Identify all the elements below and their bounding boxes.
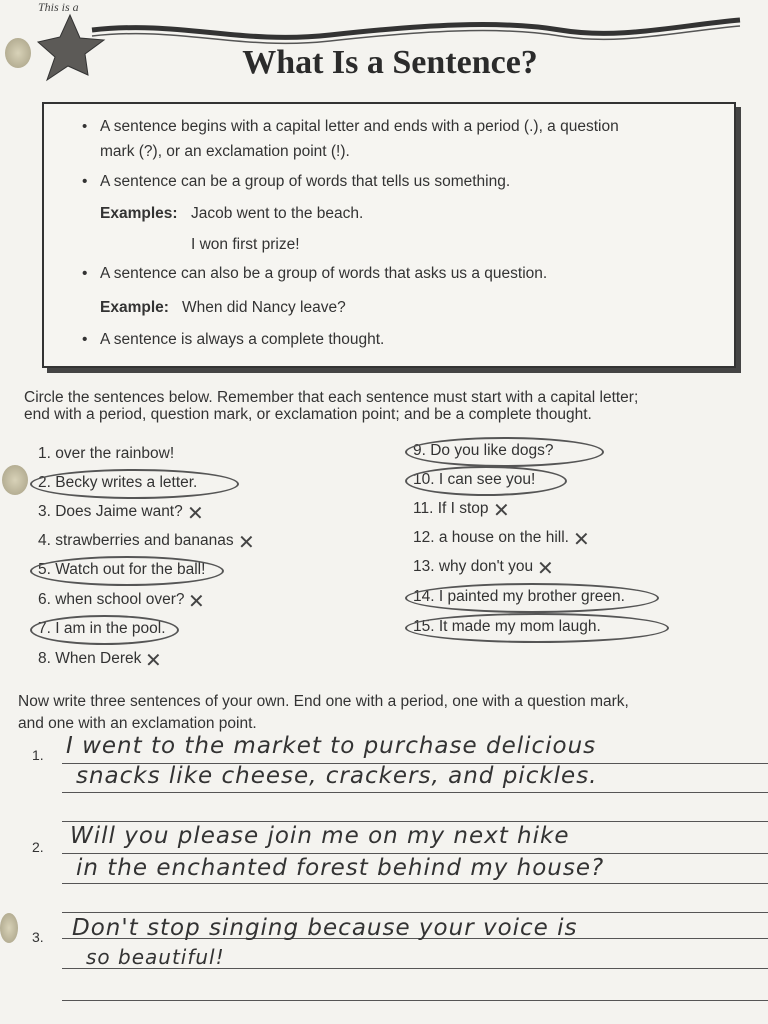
- sentence-item[interactable]: 8. When Derek: [38, 650, 142, 667]
- part2-instructions: Now write three sentences of your own. End one with a period, one with a question mark,: [18, 693, 629, 710]
- rule-text: mark (?), or an exclamation point (!).: [100, 143, 350, 160]
- writing-line: [62, 792, 768, 793]
- rules-box: • A sentence begins with a capital letter and ends with a period (.), a question mark (?), or an exclamation point (!). • A sentence can be a group of words that tells us something. Examples: Jacob went to the beach. I won first prize! • A sentence can also be a group of words that asks us a question. Example: When did Nancy leave? • A sentence is always a complete thought.: [42, 102, 736, 368]
- sentence-item[interactable]: 13. why don't you: [413, 558, 534, 575]
- pencil-circle: [405, 613, 669, 643]
- answer-number: 2.: [32, 839, 44, 855]
- rule-text: A sentence can be a group of words that tells us something.: [100, 173, 511, 190]
- writing-line: [62, 853, 768, 854]
- sentence-item[interactable]: 10. I can see you!: [413, 471, 536, 488]
- example-text: I won first prize!: [191, 236, 300, 253]
- sentence-item[interactable]: 6. when school over?: [38, 591, 185, 608]
- sentence-item[interactable]: 3. Does Jaime want?: [38, 503, 183, 520]
- example-text: Jacob went to the beach.: [191, 205, 364, 222]
- sentence-item[interactable]: 12. a house on the hill.: [413, 529, 569, 546]
- cross-mark-icon: ✕: [573, 529, 590, 551]
- examples-label: Examples:: [100, 205, 178, 222]
- rule-text: A sentence begins with a capital letter and ends with a period (.), a question: [100, 118, 619, 135]
- answer-number: 1.: [32, 747, 44, 763]
- rule-text: A sentence can also be a group of words that asks us a question.: [100, 265, 548, 282]
- handwritten-answer: so beautiful!: [86, 945, 225, 969]
- sentence-item[interactable]: 2. Becky writes a letter.: [38, 474, 198, 491]
- pencil-circle: [30, 615, 179, 645]
- sentence-item[interactable]: 14. I painted my brother green.: [413, 588, 625, 605]
- wavy-rule: [92, 20, 740, 37]
- example-text: When did Nancy leave?: [182, 299, 346, 316]
- cross-mark-icon: ✕: [145, 650, 162, 672]
- sentence-item[interactable]: 7. I am in the pool.: [38, 620, 166, 637]
- pencil-circle: [405, 583, 659, 613]
- pencil-circle: [405, 437, 604, 467]
- writing-line: [62, 1000, 768, 1001]
- part1-instructions: Circle the sentences below. Remember that each sentence must start with a capital letter;: [24, 389, 639, 406]
- punch-hole: [2, 465, 28, 495]
- punch-hole: [0, 913, 18, 943]
- handwritten-answer: I went to the market to purchase delicious: [66, 733, 597, 759]
- writing-line: [62, 912, 768, 913]
- sentence-item[interactable]: 15. It made my mom laugh.: [413, 618, 601, 635]
- cross-mark-icon: ✕: [493, 500, 510, 522]
- sentence-item[interactable]: 1. over the rainbow!: [38, 445, 175, 462]
- writing-line: [62, 821, 768, 822]
- cross-mark-icon: ✕: [238, 532, 255, 554]
- handwritten-answer: in the enchanted forest behind my house?: [76, 855, 605, 881]
- pencil-circle: [30, 556, 224, 586]
- handwritten-answer: snacks like cheese, crackers, and pickles.: [76, 763, 598, 789]
- cross-mark-icon: ✕: [537, 558, 554, 580]
- handwritten-answer: Don't stop singing because your voice is: [72, 915, 578, 941]
- page-title: What Is a Sentence?: [242, 44, 538, 81]
- cross-mark-icon: ✕: [188, 591, 205, 613]
- handwritten-answer: Will you please join me on my next hike: [70, 823, 570, 849]
- sentence-item[interactable]: 4. strawberries and bananas: [38, 532, 234, 549]
- pencil-circle: [30, 469, 239, 499]
- part2-instructions: and one with an exclamation point.: [18, 715, 257, 732]
- corner-text: This is a: [38, 0, 79, 14]
- writing-line: [62, 883, 768, 884]
- pencil-circle: [405, 466, 567, 496]
- sentence-item[interactable]: 11. If I stop: [413, 500, 489, 517]
- part1-instructions: end with a period, question mark, or exclamation point; and be a complete thought.: [24, 406, 592, 423]
- rule-text: A sentence is always a complete thought.: [100, 331, 385, 348]
- answer-number: 3.: [32, 929, 44, 945]
- cross-mark-icon: ✕: [187, 503, 204, 525]
- sentence-item[interactable]: 5. Watch out for the ball!: [38, 561, 206, 578]
- example-label: Example:: [100, 299, 169, 316]
- sentence-item[interactable]: 9. Do you like dogs?: [413, 442, 554, 459]
